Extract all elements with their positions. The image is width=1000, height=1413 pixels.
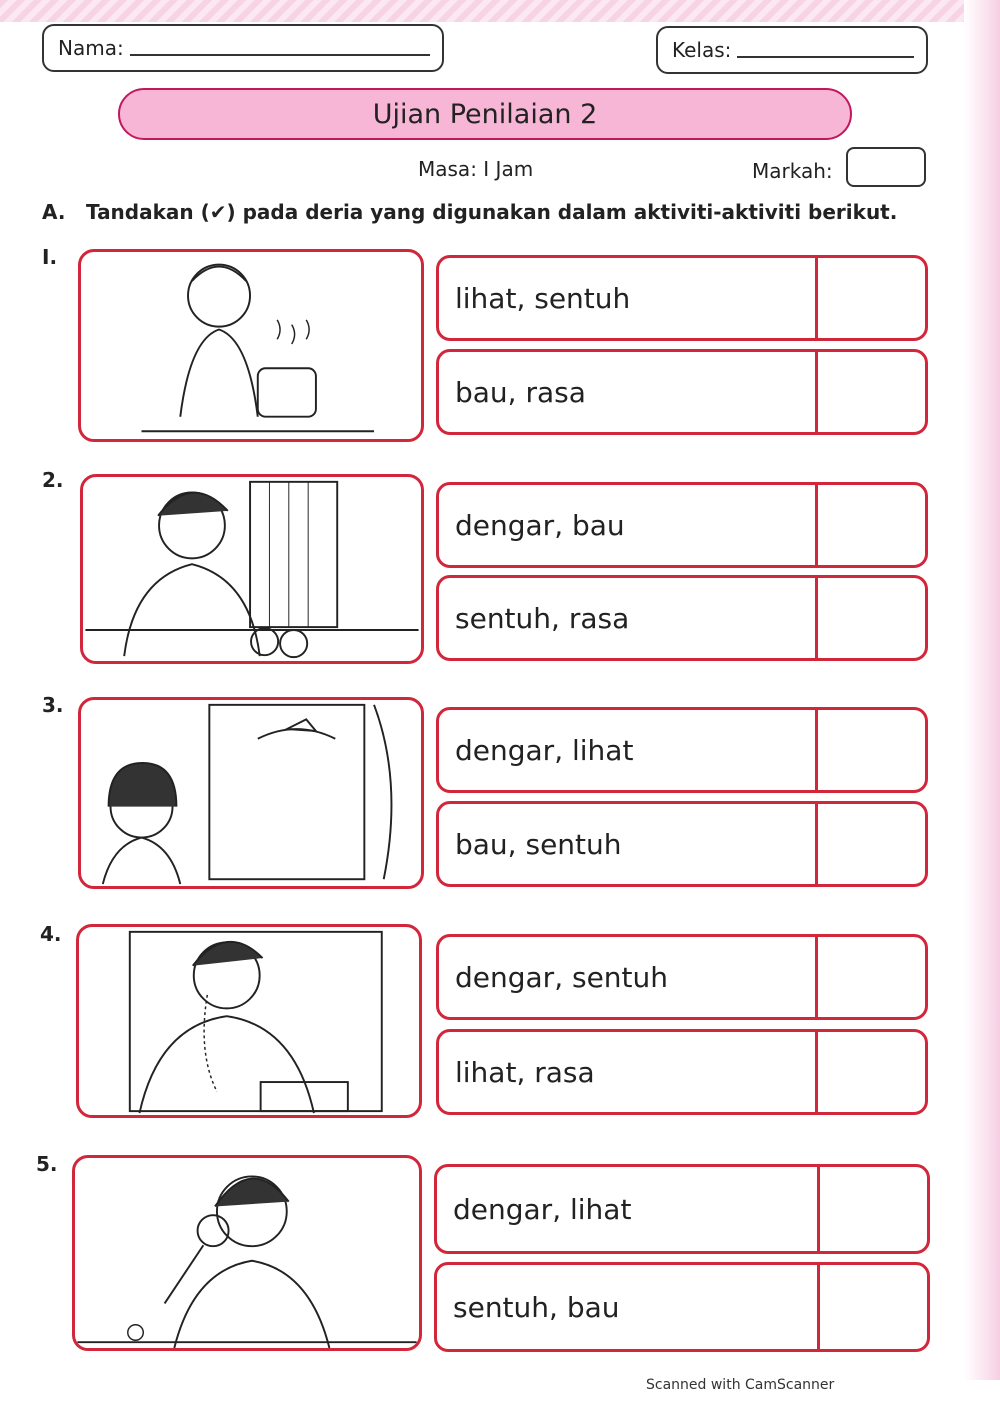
question-illustration bbox=[72, 1155, 422, 1351]
answer-option[interactable] bbox=[436, 482, 928, 568]
tick-box[interactable] bbox=[815, 485, 925, 565]
score-box[interactable] bbox=[846, 147, 926, 187]
answer-option[interactable] bbox=[434, 1262, 930, 1352]
option-label: lihat, rasa bbox=[455, 1055, 595, 1089]
question-number: 3. bbox=[42, 693, 64, 717]
option-label: bau, rasa bbox=[455, 375, 586, 409]
question-illustration bbox=[76, 924, 422, 1118]
boy-on-telephone-illustration bbox=[79, 927, 419, 1115]
tick-box[interactable] bbox=[815, 258, 925, 338]
page-title bbox=[118, 88, 852, 140]
tick-box[interactable] bbox=[815, 578, 925, 658]
option-label: dengar, lihat bbox=[453, 1192, 632, 1226]
tick-box[interactable] bbox=[815, 804, 925, 884]
name-field[interactable] bbox=[42, 24, 444, 72]
class-field[interactable] bbox=[656, 26, 928, 74]
answer-option[interactable] bbox=[436, 349, 928, 435]
scanner-watermark: Scanned with CamScanner bbox=[646, 1377, 835, 1393]
answer-option[interactable] bbox=[434, 1164, 930, 1254]
class-label: Kelas: bbox=[672, 38, 732, 62]
tick-box[interactable] bbox=[815, 937, 925, 1017]
page-title-text: Ujian Penilaian 2 bbox=[372, 98, 598, 130]
class-line bbox=[737, 42, 914, 58]
answer-option[interactable] bbox=[436, 801, 928, 887]
question-number: 4. bbox=[40, 922, 62, 946]
girl-listening-bird-illustration bbox=[81, 700, 421, 886]
duration-text: Masa: I Jam bbox=[418, 157, 534, 181]
section-instruction bbox=[42, 200, 897, 224]
option-label: dengar, lihat bbox=[455, 733, 634, 767]
decorative-top-stripe bbox=[0, 0, 1000, 22]
girl-smelling-flower-illustration bbox=[75, 1158, 419, 1348]
option-label: dengar, sentuh bbox=[455, 960, 669, 994]
decorative-side-stripe bbox=[964, 0, 1000, 1380]
question-number: 2. bbox=[42, 468, 64, 492]
question-illustration bbox=[78, 249, 424, 442]
tick-box[interactable] bbox=[815, 352, 925, 432]
option-label: bau, sentuh bbox=[455, 827, 622, 861]
option-label: sentuh, bau bbox=[453, 1290, 620, 1324]
question-number: I. bbox=[42, 245, 58, 269]
question-illustration bbox=[78, 697, 424, 889]
answer-option[interactable] bbox=[436, 707, 928, 793]
girl-eating-apple-illustration bbox=[83, 477, 421, 661]
name-line bbox=[130, 40, 430, 56]
option-label: sentuh, rasa bbox=[455, 601, 630, 635]
question-number: 5. bbox=[36, 1152, 58, 1176]
boy-toast-illustration bbox=[81, 252, 421, 439]
answer-option[interactable] bbox=[436, 1029, 928, 1115]
instruction-text: Tandakan (✔) pada deria yang digunakan dalam aktiviti-aktiviti berikut. bbox=[86, 200, 898, 224]
tick-box[interactable] bbox=[817, 1167, 927, 1251]
tick-box[interactable] bbox=[815, 710, 925, 790]
question-illustration bbox=[80, 474, 424, 664]
tick-box[interactable] bbox=[815, 1032, 925, 1112]
answer-option[interactable] bbox=[436, 934, 928, 1020]
answer-option[interactable] bbox=[436, 255, 928, 341]
section-letter: A. bbox=[42, 200, 66, 224]
option-label: lihat, sentuh bbox=[455, 281, 631, 315]
name-label: Nama: bbox=[58, 36, 124, 60]
score-label: Markah: bbox=[752, 159, 833, 183]
option-label: dengar, bau bbox=[455, 508, 625, 542]
tick-box[interactable] bbox=[817, 1265, 927, 1349]
answer-option[interactable] bbox=[436, 575, 928, 661]
